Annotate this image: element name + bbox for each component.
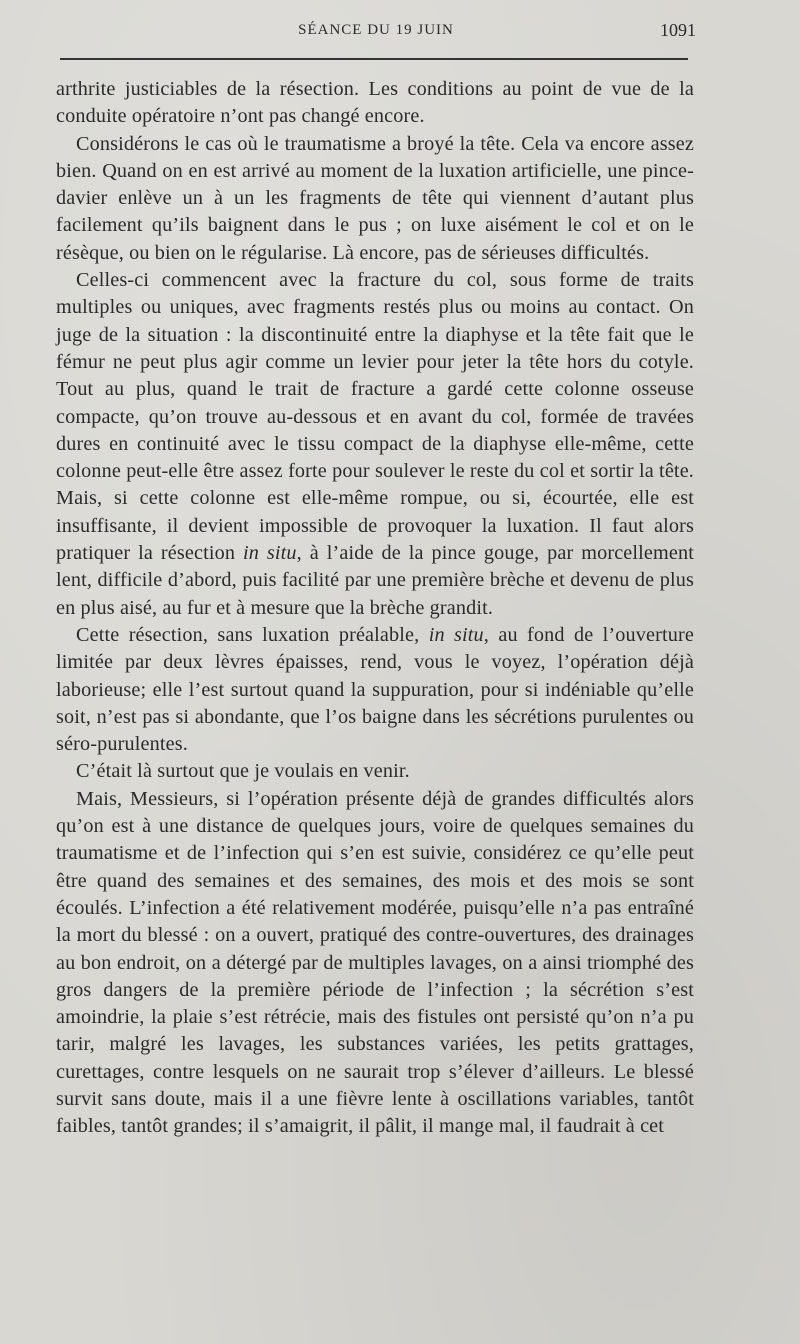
paragraph: C’était là surtout que je voulais en venir. (76, 760, 410, 783)
paragraph: arthrite justiciables de la résection. Les conditions au point de vue de la conduite opératoire n’ont pas changé encore. (56, 78, 694, 128)
body-text (56, 76, 694, 1141)
running-title: SÉANCE DU 19 JUIN (298, 22, 454, 38)
paragraph: Celles-ci commencent avec la fracture du col, sous forme de traits multiples ou uniques, avec fragments restés plus ou moins au contact. On juge de la situation : la discontinuité entre la diaphyse et la tête fait que le fémur ne peut plus agir comme un levier pour jeter la tête hors du cotyle. Tout au plus, quand le trait de fracture a gardé cette colonne osseuse compacte, qu’on trouve au-dessous et en avant du col, formée de travées dures en continuité avec le tissu compact de la diaphyse elle-même, cette colonne peut-elle être assez forte pour soulever le reste du col et sortir la tête. Mais, si cette colonne est elle-même rompue, ou si, écourtée, elle est insuffisante, il devient impossible de provoquer la luxation. Il faut alors pratiquer la résection in situ, à l’aide de la pince gouge, par morcellement lent, difficile d’abord, puis facilité par une première brèche et devenu de plus en plus aisé, au fur et à mesure que la brèche grandit. (56, 269, 695, 619)
page-number: 1091 (660, 20, 696, 40)
header-rule (60, 58, 688, 60)
paragraph: Mais, Messieurs, si l’opération présente déjà de grandes difficultés alors qu’on est à une distance de quelques jours, voire de quelques semaines du traumatisme et de l’infection qui s’en est suivie, considérez ce qu’elle peut être quand des semaines et des semaines, des mois et des mois se sont écoulés. L’infection a été relativement modérée, puisqu’elle n’a pas entraîné la mort du blessé : on a ouvert, pratiqué des contre-ouvertures, des drainages au bon endroit, on a détergé par de multiples lavages, on a ainsi triomphé des gros dangers de la première période de l’infection ; la sécrétion s’est amoindrie, la plaie s’est rétrécie, mais des fistules ont persisté qu’on n’a pu tarir, malgré les lavages, les substances variées, les petits grattages, curettages, contre lesquels on ne saurait trop s’élever d’ailleurs. Le blessé survit sans doute, mais il a une fièvre lente à oscillations variables, tantôt faibles, tantôt grandes; il s’amaigrit, il pâlit, il mange mal, il faudrait à cet (56, 787, 694, 1138)
italic-term: in situ (243, 542, 297, 565)
paragraph: Considérons le cas où le traumatisme a broyé la tête. Cela va encore assez bien. Quand on en est arrivé au moment de la luxation artificielle, une pince-davier enlève un à un les fragments de tête qui viennent d’autant plus facilement qu’ils baignent dans le pus ; on luxe aisément le col et on le résèque, ou bien on le régularise. Là encore, pas de sérieuses difficultés. (56, 132, 694, 264)
page-header (56, 18, 696, 46)
paragraph: Cette résection, sans luxation préalable, in situ, au fond de l’ouverture limitée par deux lèvres épaisses, rend, vous le voyez, l’opération déjà laborieuse; elle l’est surtout quand la suppuration, pour si indéniable qu’elle soit, n’est pas si abondante, que l’os baigne dans les sécrétions purulentes ou séro-purulentes. (56, 623, 694, 756)
italic-term: in situ (428, 623, 484, 646)
